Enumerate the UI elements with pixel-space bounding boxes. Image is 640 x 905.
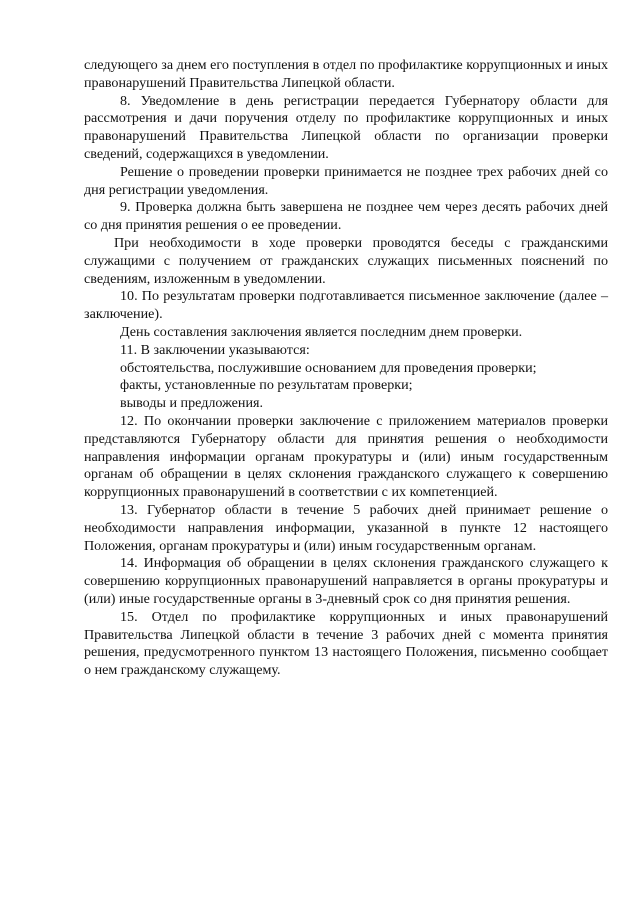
paragraph-item-11: 11. В заключении указываются: — [120, 341, 310, 358]
paragraph-last-day: День составления заключения является последним днем проверки. — [120, 323, 523, 340]
paragraph-decision-deadline: Решение о проведении проверки принимается не позднее трех рабочих дней со дня регистрации уведомления. — [84, 163, 608, 198]
paragraph-interviews: При необходимости в ходе проверки проводятся беседы с гражданскими служащими с получением от гражданских служащих письменных пояснений по сведениям, изложенным в уведомлении. — [84, 234, 608, 287]
paragraph-item-14: 14. Информация об обращении в целях склонения гражданского служащего к совершению коррупционных правонарушений направляется в органы прокуратуры и (или) иные государственные органы в 3-дневный срок со дня принятия решения. — [84, 555, 608, 607]
list-item-facts: факты, установленные по результатам проверки; — [120, 377, 413, 394]
list-item-conclusions: выводы и предложения. — [120, 395, 264, 412]
paragraph-item-9: 9. Проверка должна быть завершена не позднее чем через десять рабочих дней со дня принятия решения о ее проведении. — [84, 199, 608, 234]
paragraph-item-8: 8. Уведомление в день регистрации передается Губернатору области для рассмотрения и дачи поручения отделу по профилактике коррупционных и иных правонарушений Правительства Липецкой области по организации проверки сведений, содержащихся в уведомлении. — [84, 92, 608, 162]
paragraph-item-15: 15. Отдел по профилактике коррупционных и иных правонарушений Правительства Липецкой области в течение 3 рабочих дней с момента принятия решения, предусмотренного пунктом 13 настоящего Положения, письменно сообщает о нем гражданскому служащему. — [84, 608, 608, 679]
paragraph-item-10: 10. По результатам проверки подготавливается письменное заключение (далее – заключение). — [84, 288, 608, 323]
paragraph-item-12: 12. По окончании проверки заключение с приложением материалов проверки представляются Губернатору области для принятия решения о необходимости направления информации органам прокуратуры и (или) иным государственным органам об обращении в целях склонения гражданского служащего к совершению коррупционных правонарушений в соответствии с их компетенцией. — [84, 412, 608, 501]
paragraph-continuation: следующего за днем его поступления в отдел по профилактике коррупционных и иных правонарушений Правительства Липецкой области. — [84, 57, 608, 91]
list-item-circumstances: обстоятельства, послужившие основанием для проведения проверки; — [120, 359, 537, 376]
paragraph-item-13: 13. Губернатор области в течение 5 рабочих дней принимает решение о необходимости направления информации, указанной в пункте 12 настоящего Положения, органам прокуратуры и (или) иным государственным органам. — [84, 501, 608, 554]
